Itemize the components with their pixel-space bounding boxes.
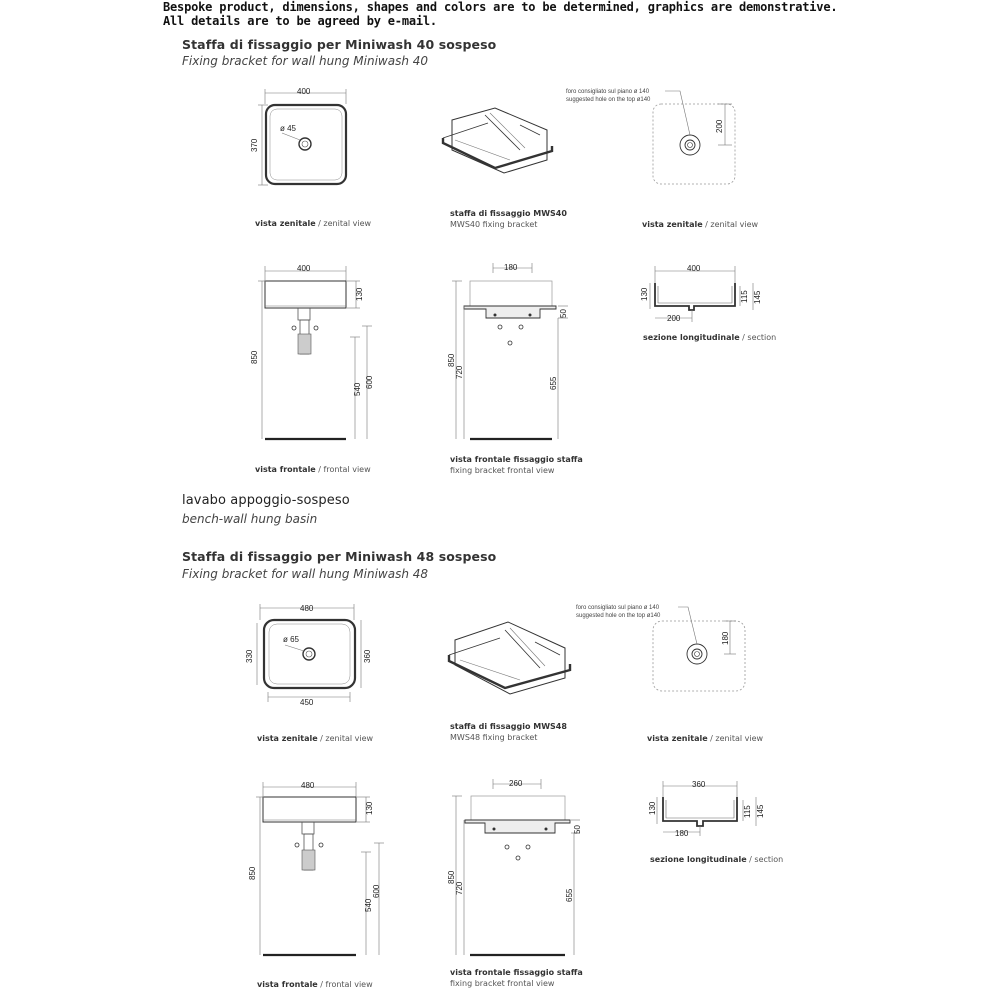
dim-width-450: 450 xyxy=(300,698,314,707)
dim-bracket-655-48: 655 xyxy=(565,888,574,902)
basin-type-subtitle: bench-wall hung basin xyxy=(182,512,318,526)
bracket-isometric-48 xyxy=(449,622,570,694)
dim-bracket-720: 720 xyxy=(455,365,464,379)
section-48-subtitle: Fixing bracket for wall hung Miniwash 48 xyxy=(182,567,429,581)
dim-height-360: 360 xyxy=(363,649,372,663)
dim-hole-offset-200: 200 xyxy=(715,119,724,133)
dim-height-330: 330 xyxy=(245,649,254,663)
dim-bracket-655: 655 xyxy=(549,376,558,390)
dim-section-115: 115 xyxy=(740,290,749,303)
caption-section-40: sezione longitudinale / section xyxy=(643,333,777,342)
disclaimer-line-1: Bespoke product, dimensions, shapes and colors are to be determined, graphics are demonstrative. xyxy=(163,0,838,14)
dim-section-145: 145 xyxy=(753,290,762,304)
caption-fix-frontal-48: vista frontale fissaggio staffa fixing bracket frontal view xyxy=(450,968,583,988)
dim-bracket-720-48: 720 xyxy=(455,881,464,895)
dim-front-540: 540 xyxy=(353,382,362,396)
dim-front-600: 600 xyxy=(365,375,374,389)
dim-drain-65: ø 65 xyxy=(283,635,300,644)
dim-front-540-48: 540 xyxy=(364,898,373,912)
caption-bracket-40: staffa di fissaggio MWS40 MWS40 fixing bracket xyxy=(450,209,567,229)
dim-section-130-48: 130 xyxy=(648,801,657,815)
dim-front-width-480: 480 xyxy=(301,781,315,790)
zenital-hole-view-40 xyxy=(566,89,735,184)
caption-zenital-48: vista zenitale / zenital view xyxy=(257,734,374,743)
dim-section-115-48: 115 xyxy=(743,805,752,818)
dim-front-130: 130 xyxy=(355,287,364,301)
dim-height-370: 370 xyxy=(250,138,259,152)
caption-zenital-hole-40: vista zenitale / zenital view xyxy=(642,220,759,229)
hole-label-en-48: suggested hole on the top ø140 xyxy=(576,613,661,619)
dim-bracket-260: 260 xyxy=(509,779,523,788)
caption-fix-frontal-40: vista frontale fissaggio staffa fixing bracket frontal view xyxy=(450,455,583,475)
dim-front-130-48: 130 xyxy=(365,801,374,815)
section-view-48 xyxy=(648,780,765,838)
hole-label-48: foro consigliato sul piano ø 140 xyxy=(576,605,660,611)
frontal-view-40 xyxy=(250,264,374,439)
dim-section-180-48: 180 xyxy=(675,829,689,838)
dim-drain-45: ø 45 xyxy=(280,124,297,133)
caption-frontal-48: vista frontale / frontal view xyxy=(257,980,373,989)
dim-bracket-50-48: 50 xyxy=(573,825,582,834)
dim-width-400: 400 xyxy=(297,87,311,96)
frontal-view-48 xyxy=(248,781,384,955)
dim-front-600-48: 600 xyxy=(372,884,381,898)
dim-bracket-850-48: 850 xyxy=(447,870,456,884)
dim-section-145-48: 145 xyxy=(756,804,765,818)
caption-zenital-40: vista zenitale / zenital view xyxy=(255,219,372,228)
dim-front-width-400: 400 xyxy=(297,264,311,273)
disclaimer-line-2: All details are to be agreed by e-mail. xyxy=(163,14,437,28)
fix-frontal-view-40 xyxy=(447,263,568,439)
dim-front-850-48: 850 xyxy=(248,866,257,880)
bracket-isometric-40 xyxy=(443,108,552,173)
caption-zenital-hole-48: vista zenitale / zenital view xyxy=(647,734,764,743)
dim-hole-offset-180: 180 xyxy=(721,631,730,645)
dim-section-130: 130 xyxy=(640,287,649,301)
dim-section-360: 360 xyxy=(692,780,706,789)
dim-bracket-180: 180 xyxy=(504,263,518,272)
section-48-title: Staffa di fissaggio per Miniwash 48 sospeso xyxy=(182,549,497,564)
dim-width-480: 480 xyxy=(300,604,314,613)
zenital-view-48 xyxy=(245,604,372,707)
section-40-title: Staffa di fissaggio per Miniwash 40 sospeso xyxy=(182,37,497,52)
hole-label-en-40: suggested hole on the top ø140 xyxy=(566,97,651,103)
caption-bracket-48: staffa di fissaggio MWS48 MWS48 fixing bracket xyxy=(450,722,567,742)
hole-label-40: foro consigliato sul piano ø 140 xyxy=(566,89,650,95)
caption-frontal-40: vista frontale / frontal view xyxy=(255,465,371,474)
section-view-40 xyxy=(640,264,762,323)
zenital-hole-view-48 xyxy=(576,605,745,691)
fix-frontal-view-48 xyxy=(447,779,582,955)
dim-section-400: 400 xyxy=(687,264,701,273)
dim-bracket-50: 50 xyxy=(559,309,568,318)
dim-bracket-850: 850 xyxy=(447,353,456,367)
dim-front-850: 850 xyxy=(250,350,259,364)
basin-type-title: lavabo appoggio-sospeso xyxy=(182,493,350,508)
caption-section-48: sezione longitudinale / section xyxy=(650,855,784,864)
zenital-view-40 xyxy=(250,87,346,185)
section-40-subtitle: Fixing bracket for wall hung Miniwash 40 xyxy=(182,54,429,68)
dim-section-200: 200 xyxy=(667,314,681,323)
